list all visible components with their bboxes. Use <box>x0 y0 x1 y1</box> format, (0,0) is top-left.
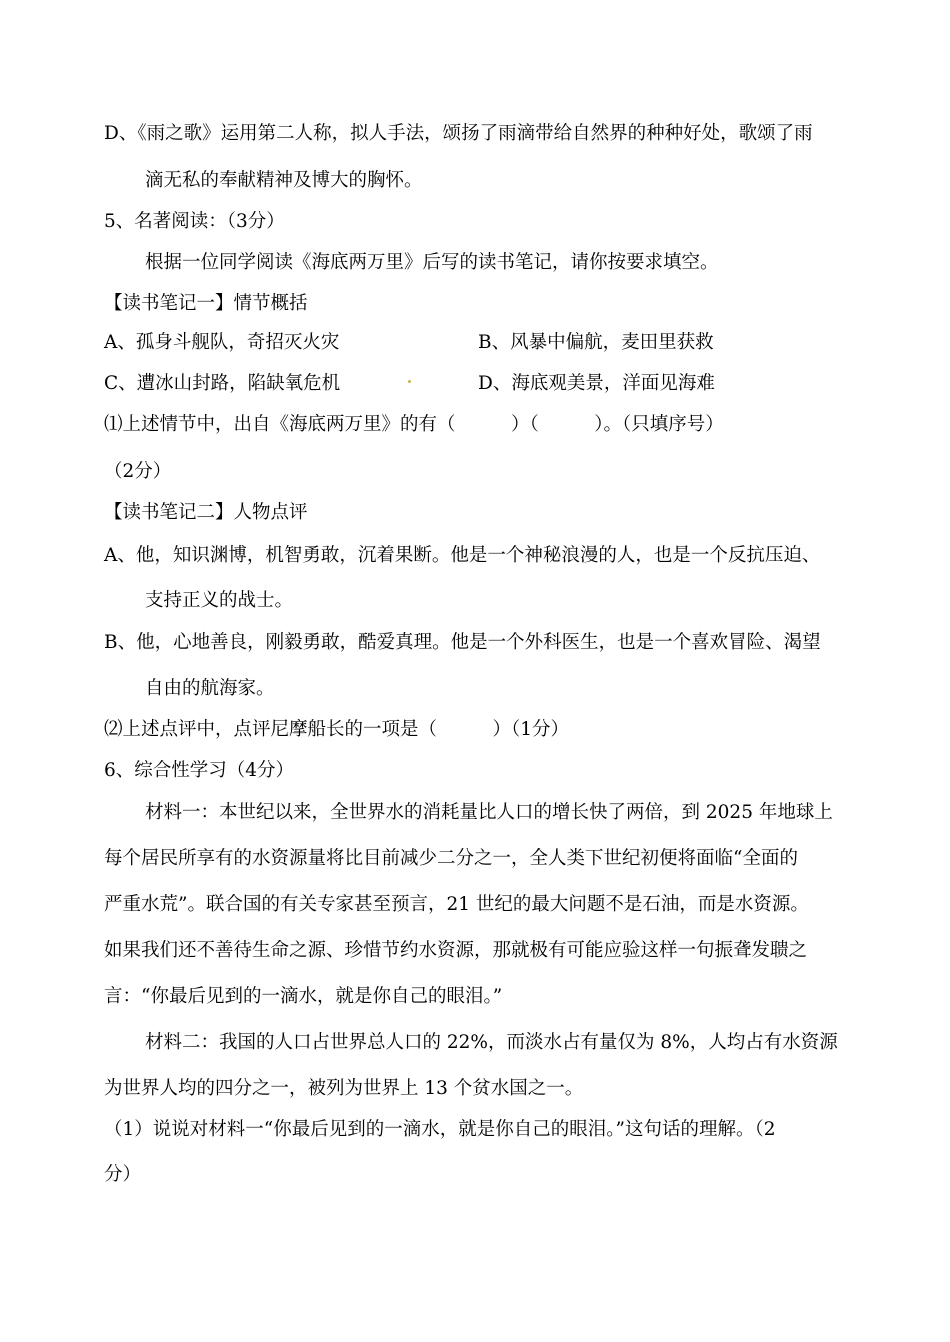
character-eval-a-line1: A、他，知识渊博，机智勇敢，沉着果断。他是一个神秘浪漫的人，也是一个反抗压迫、 <box>104 545 821 566</box>
question6-title: 6、综合性学习（4分） <box>104 760 295 781</box>
material1-line3: 严重水荒”。联合国的有关专家甚至预言，21 世纪的最大问题不是石油，而是水资源。 <box>104 894 809 915</box>
character-eval-a-line2: 支持正义的战士。 <box>145 590 294 611</box>
plot-option-b: B、风暴中偏航，麦田里获救 <box>478 332 714 353</box>
question6-part1-line2: 分） <box>104 1164 142 1185</box>
reading-note2-title: 【读书笔记二】人物点评 <box>104 502 308 523</box>
plot-option-d: D、海底观美景，洋面见海难 <box>478 373 715 394</box>
material1-line5: 言：“你最后见到的一滴水，就是你自己的眼泪。” <box>104 986 503 1007</box>
question4-option-d-line1: D、《雨之歌》运用第二人称，拟人手法，颂扬了雨滴带给自然界的种种好处，歌颂了雨 <box>104 123 813 144</box>
question5-part2: ⑵上述点评中，点评尼摩船长的一项是（ ）（1分） <box>104 719 570 740</box>
material1-line4: 如果我们还不善待生命之源、珍惜节约水资源，那就极有可能应验这样一句振聋发聩之 <box>104 940 808 961</box>
question4-option-d-line2: 滴无私的奉献精神及博大的胸怀。 <box>145 170 423 191</box>
question5-intro: 根据一位同学阅读《海底两万里》后写的读书笔记，请你按要求填空。 <box>145 252 719 273</box>
material2-line1: 材料二：我国的人口占世界总人口的 22%，而淡水占有量仅为 8%，人均占有水资源 <box>145 1032 838 1053</box>
plot-option-a: A、孤身斗舰队，奇招灭火灾 <box>104 332 340 353</box>
question5-title: 5、名著阅读：（3分） <box>104 211 285 232</box>
character-eval-b-line1: B、他，心地善良，刚毅勇敢，酷爱真理。他是一个外科医生，也是一个喜欢冒险、渴望 <box>104 632 821 653</box>
question5-part1-score: （2分） <box>104 461 172 482</box>
plot-option-c: C、遭冰山封路，陷缺氧危机 <box>104 373 341 394</box>
question6-part1-line1: （1）说说对材料一“你最后见到的一滴水，就是你自己的眼泪。”这句话的理解。（2 <box>104 1119 776 1140</box>
material1-line1: 材料一：本世纪以来，全世界水的消耗量比人口的增长快了两倍，到 2025 年地球上 <box>145 802 833 823</box>
character-eval-b-line2: 自由的航海家。 <box>145 678 275 699</box>
question5-part1: ⑴上述情节中，出自《海底两万里》的有（ ）（ ）。（只填序号） <box>104 414 724 435</box>
material2-line2: 为世界人均的四分之一，被列为世界上 13 个贫水国之一。 <box>104 1078 584 1099</box>
stray-mark <box>408 380 411 383</box>
reading-note1-title: 【读书笔记一】情节概括 <box>104 293 308 314</box>
material1-line2: 每个居民所享有的水资源量将比目前减少二分之一，全人类下世纪初便将面临“全面的 <box>104 848 798 869</box>
